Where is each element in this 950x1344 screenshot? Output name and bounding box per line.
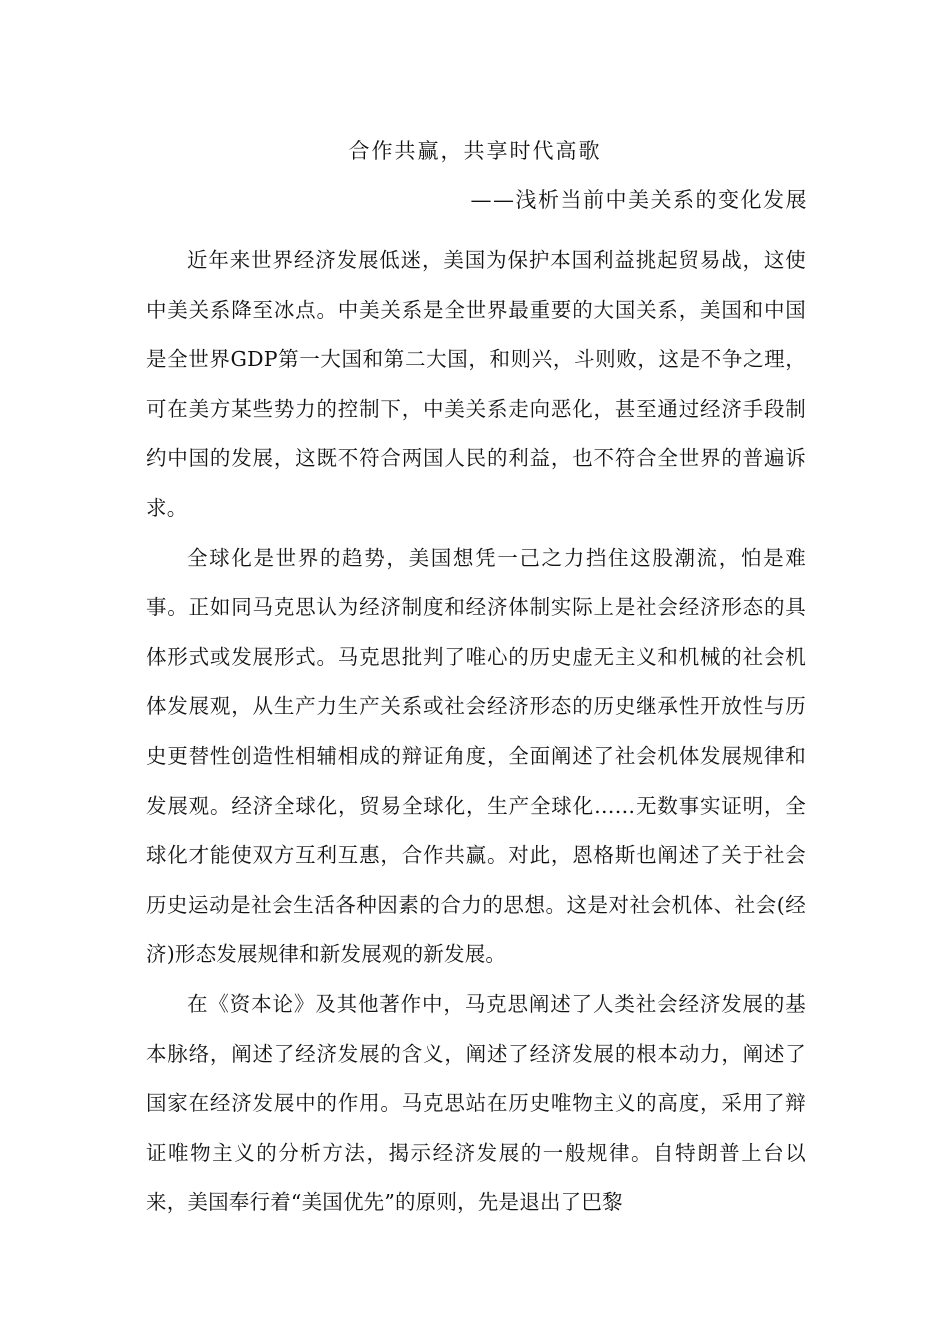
document-title: 合作共赢，共享时代高歌 xyxy=(348,139,602,163)
document-body xyxy=(146,236,806,1228)
paragraph-3: 在《资本论》及其他著作中，马克思阐述了人类社会经济发展的基本脉络，阐述了经济发展的含义，阐述了经济发展的根本动力，阐述了国家在经济发展中的作用。马克思站在历史唯物主义的高度，采用了辩证唯物主义的分析方法，揭示经济发展的一般规律。自特朗普上台以来，美国奉行着“美国优先”的原则，先是退出了巴黎 xyxy=(146,991,806,1215)
paragraph-1: 近年来世界经济发展低迷，美国为保护本国利益挑起贸易战，这使中美关系降至冰点。中美关系是全世界最重要的大国关系，美国和中国是全世界GDP第一大国和第二大国，和则兴，斗则败，这是不争之理，可在美方某些势力的控制下，中美关系走向恶化，甚至通过经济手段制约中国的发展，这既不符合两国人民的利益，也不符合全世界的普遍诉求。 xyxy=(146,248,806,520)
document-subtitle: ——浅析当前中美关系的变化发展 xyxy=(470,188,808,212)
paragraph-2: 全球化是世界的趋势，美国想凭一己之力挡住这股潮流，怕是难事。正如同马克思认为经济制度和经济体制实际上是社会经济形态的具体形式或发展形式。马克思批判了唯心的历史虚无主义和机械的社会机体发展观，从生产力生产关系或社会经济形态的历史继承性开放性与历史更替性创造性相辅相成的辩证角度，全面阐述了社会机体发展规律和发展观。经济全球化，贸易全球化，生产全球化……无数事实证明，全球化才能使双方互利互惠，合作共赢。对此，恩格斯也阐述了关于社会历史运动是社会生活各种因素的合力的思想。这是对社会机体、社会(经济)形态发展规律和新发展观的新发展。 xyxy=(146,545,806,967)
